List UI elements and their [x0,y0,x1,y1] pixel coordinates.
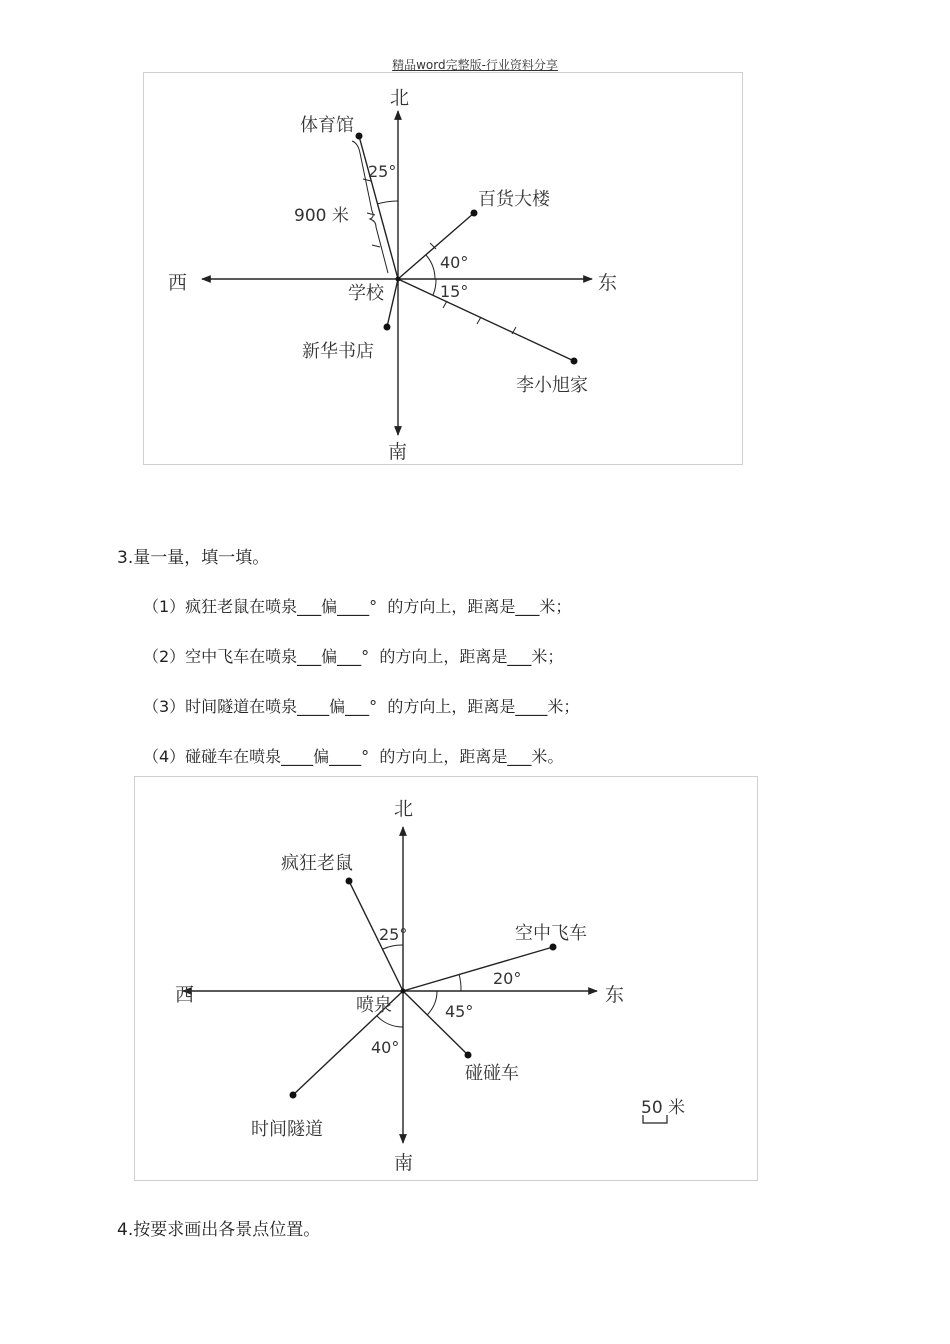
point-dept [471,210,478,217]
page-header [0,56,950,73]
arc-gym [377,201,398,204]
ray-car [403,947,553,991]
arc-bump [427,991,437,1015]
point-book [384,324,391,331]
point-tunnel [290,1092,297,1099]
label-car: 空中飞车 [515,923,587,944]
arc-home [433,279,436,295]
dir-east: 东 [598,272,618,294]
label-distance: 900 米 [294,206,349,226]
arc-car [459,974,461,991]
distance-brace [352,141,388,273]
point-gym [356,133,363,140]
point-school [396,277,401,282]
figure-school-map [143,72,743,465]
angle-mouse: 25° [379,925,408,944]
question-3-item-1: （1）疯狂老鼠在喷泉___偏____° 的方向上，距离是___米； [143,597,572,616]
dir-south: 南 [394,1152,414,1174]
arc-dept [426,255,435,279]
ray-gym [359,136,398,279]
label-fountain: 喷泉 [356,995,392,1016]
label-dept: 百货大楼 [478,189,550,210]
label-mouse: 疯狂老鼠 [281,853,353,874]
label-bump: 碰碰车 [465,1063,519,1084]
point-car [550,944,557,951]
dir-east: 东 [605,984,625,1006]
angle-dept: 40° [440,253,469,272]
question-3-item-4: （4）碰碰车在喷泉____偏____° 的方向上，距离是___米。 [143,747,564,766]
question-3-item-3: （3）时间隧道在喷泉____偏___° 的方向上，距离是____米； [143,697,580,716]
figure-fountain-map [134,776,758,1181]
arc-mouse [383,945,403,949]
point-home [571,358,578,365]
ray-home [398,279,574,361]
dir-west: 西 [175,984,195,1006]
figure-school-svg [144,73,742,464]
angle-tunnel: 40° [371,1038,400,1057]
header-text: 精品word完整版-行业资料分享 [392,58,558,72]
label-book: 新华书店 [302,341,374,362]
point-bump [465,1052,472,1059]
angle-car: 20° [493,969,522,988]
point-mouse [346,878,353,885]
question-3-title: 3.量一量，填一填。 [117,548,270,568]
label-home: 李小旭家 [516,375,588,396]
label-scale: 50 米 [641,1098,686,1118]
point-fountain [401,989,406,994]
label-tunnel: 时间隧道 [251,1119,323,1140]
ray-book [387,279,398,327]
angle-gym: 25° [368,162,397,181]
dir-south: 南 [388,441,408,463]
label-school: 学校 [348,283,384,304]
question-3-item-2: （2）空中飞车在喷泉___偏___° 的方向上，距离是___米； [143,647,564,666]
dir-west: 西 [168,272,188,294]
dir-north: 北 [390,87,410,109]
arc-tunnel [377,1016,403,1027]
figure-fountain-svg [135,777,757,1180]
dir-north: 北 [394,798,414,820]
question-4-title: 4.按要求画出各景点位置。 [117,1220,321,1240]
angle-bump: 45° [445,1002,474,1021]
label-gym: 体育馆 [300,115,354,136]
angle-home: 15° [440,282,469,301]
